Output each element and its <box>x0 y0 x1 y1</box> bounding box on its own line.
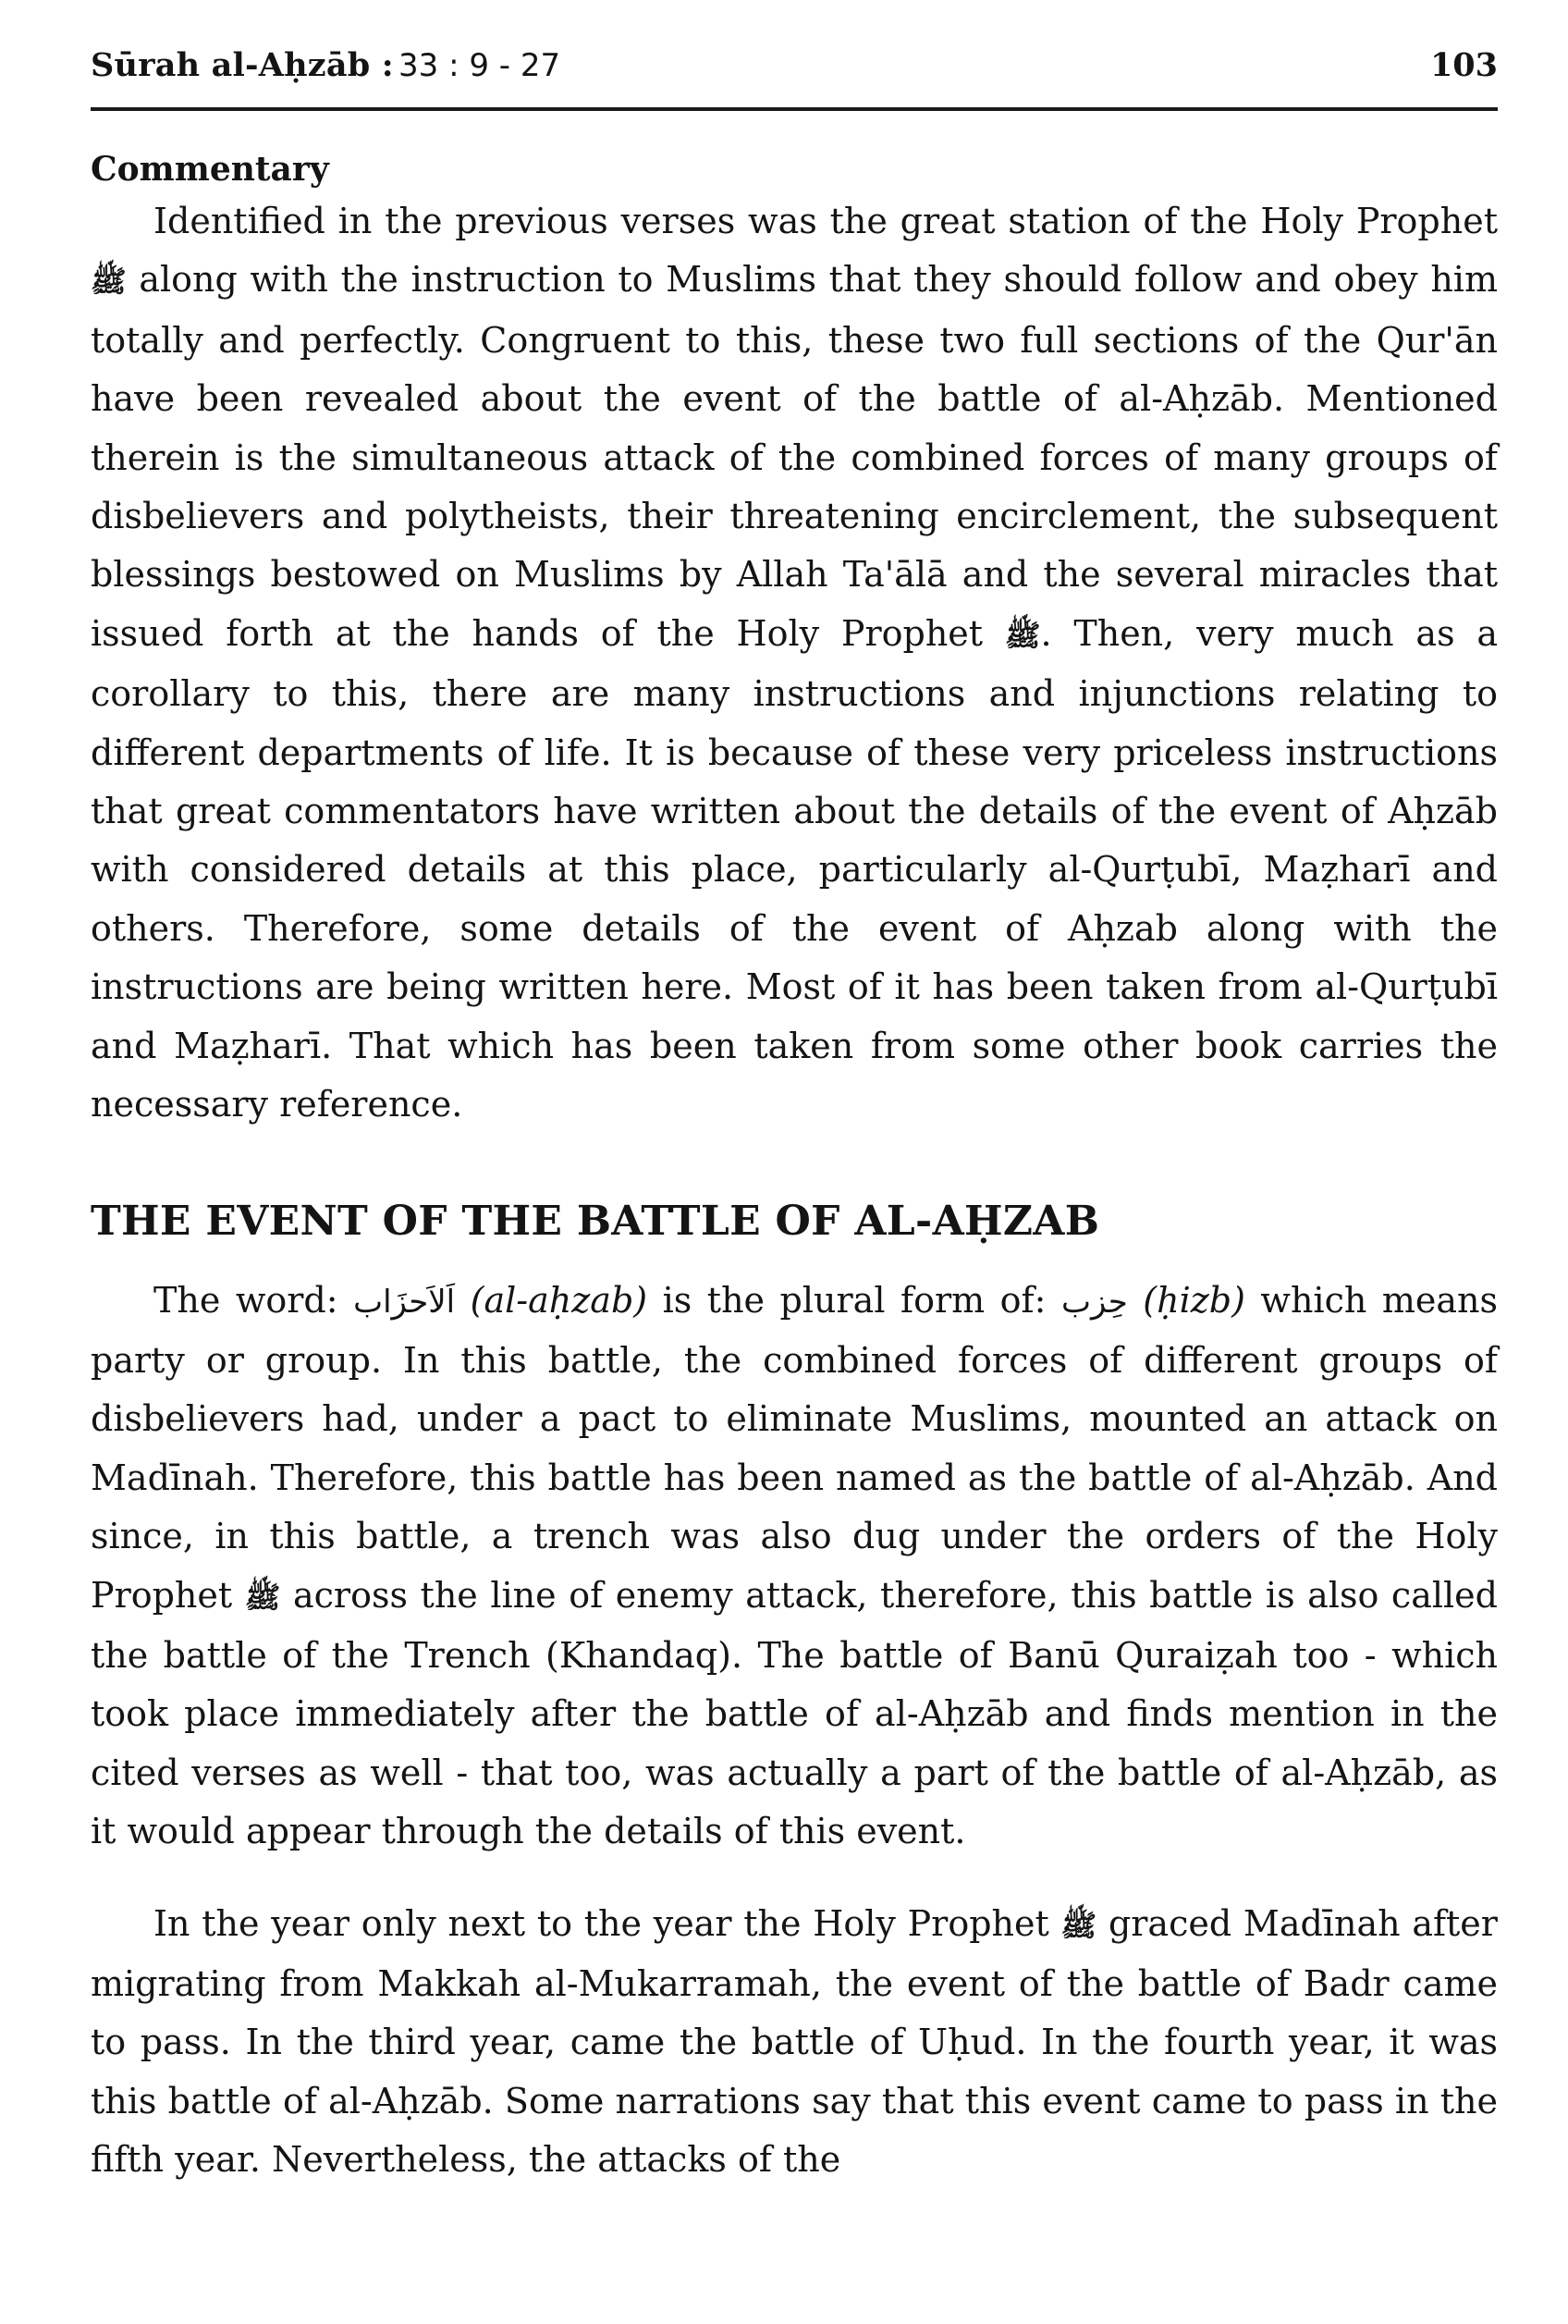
verse-reference: 33 : 9 - 27 <box>398 47 561 84</box>
paragraph-text: graced Madīnah after migrating from Makkah al-Mukarramah, the event of the battle of Badr came to pass. In the third year, came the battle of Uḥud. In the fourth year, it was this battle of al-Aḥzāb. Some narrations say that this event came to pass in the fifth year. Nevertheless, the attacks of the <box>91 1902 1498 2181</box>
surah-title: Sūrah al-Aḥzāb : <box>91 46 394 84</box>
commentary-heading: Commentary <box>91 150 329 189</box>
section-paragraph-1 <box>91 1272 1498 1862</box>
transliteration-hizb: (ḥizb) <box>1143 1279 1245 1321</box>
section-paragraph-2 <box>91 1895 1498 2190</box>
honorific-glyph: ﷺ <box>91 264 127 300</box>
commentary-text-part-3: . Then, very much as a corollary to this, there are many instructions and injunctions relating to different departments of life. It is because of these very priceless instructions that great commentators have written about the details of the event of Aḥzāb with considered details at this place, particularly al-Qurṭubī, Maẓharī and others. Therefore, some details of the event of Aḥzab along with the instructions are being written here. Most of it has been taken from al-Qurṭubī and Maẓharī. That which has been taken from some other book carries the necessary reference. <box>91 612 1498 1125</box>
page-number: 103 <box>1429 46 1498 84</box>
honorific-glyph: ﷺ <box>1004 617 1041 653</box>
book-page <box>91 46 1498 2190</box>
paragraph-text: is the plural form of: <box>662 1279 1047 1321</box>
arabic-word-hizb: حِزب <box>1060 1283 1128 1321</box>
running-header <box>91 46 1498 111</box>
transliteration-al-ahzab: (al-aḥzab) <box>470 1279 648 1321</box>
commentary-text-part-2: along with the instruction to Muslims that they should follow and obey him totally and perfectly. Congruent to this, these two full sections of the Qur'ān have been revealed about the event of the battle of al-Aḥzāb. Mentioned therein is the simultaneous attack of the combined forces of many groups of disbelievers and polytheists, their threatening encirclement, the subsequent blessings bestowed on Muslims by Allah Ta'ālā and the several miracles that issued forth at the hands of the Holy Prophet <box>91 259 1498 654</box>
commentary-text-part-1: Identified in the previous verses was the great station of the Holy Prophet <box>153 201 1498 241</box>
arabic-word-al-ahzab: اَلاَحزَاب <box>353 1283 456 1321</box>
section-heading: THE EVENT OF THE BATTLE OF AL-AḤZAB <box>91 1197 1100 1245</box>
commentary-paragraph <box>91 192 1498 1135</box>
paragraph-text: across the line of enemy attack, therefore, this battle is also called the battle of the Trench (Khandaq). The battle of Banū Quraiẓah too - which took place immediately after the battle of al-Aḥzāb and finds mention in the cited verses as well - that too, was actually a part of the battle of al-Aḥzāb, as it would appear through the details of this event. <box>91 1574 1498 1852</box>
header-left <box>91 46 560 84</box>
honorific-glyph: ﷺ <box>1060 1907 1097 1943</box>
paragraph-text: The word: <box>153 1279 338 1321</box>
paragraph-text: In the year only next to the year the Holy Prophet <box>153 1902 1049 1944</box>
honorific-glyph: ﷺ <box>244 1579 281 1615</box>
paragraph-text: which means party or group. In this battle, the combined forces of different groups of disbelievers had, under a pact to eliminate Muslims, mounted an attack on Madīnah. Therefore, this battle has been named as the battle of al-Aḥzāb. And since, in this battle, a trench was also dug under the orders of the Holy Prophet <box>91 1279 1498 1616</box>
